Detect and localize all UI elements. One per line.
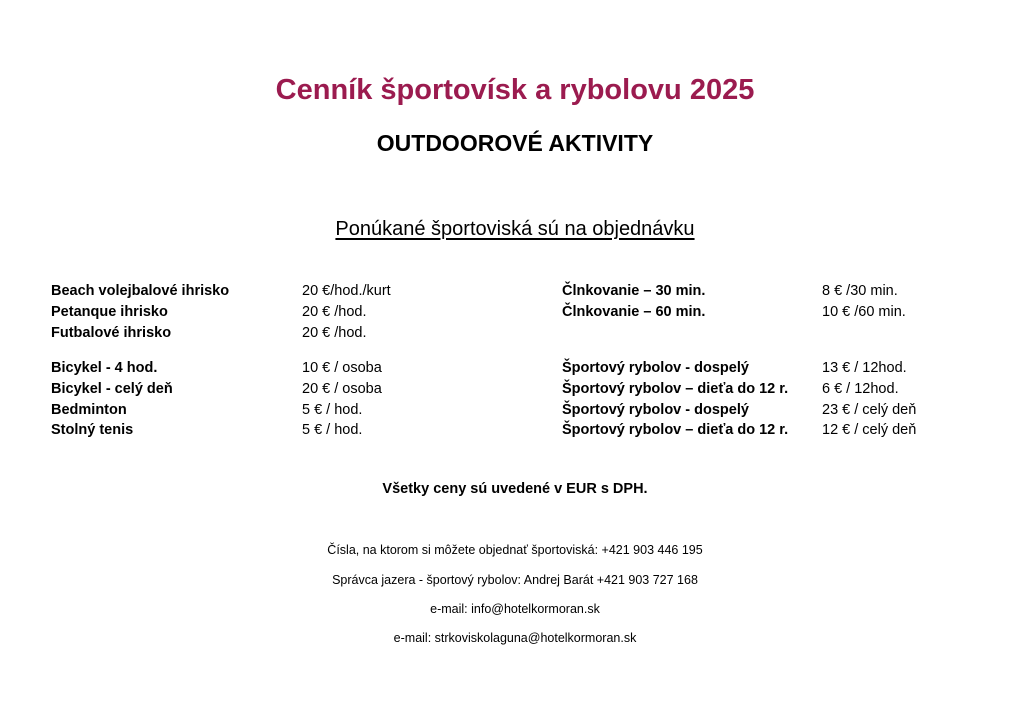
item-name: Petanque ihrisko [51,303,168,320]
item-price: 20 € /hod. [302,324,367,341]
right-prices-column [822,281,916,441]
vat-note: Všetky ceny sú uvedené v EUR s DPH. [382,481,648,497]
item-name: Bicykel - celý deň [51,380,173,397]
item-name: Beach volejbalové ihrisko [51,283,230,299]
item-price: 5 € / hod. [302,401,363,418]
item-price: 12 € / celý deň [822,422,917,439]
manager-line: Správca jazera - športový rybolov: Andrej Barát +421 903 727 168 [332,573,698,587]
item-price: 5 € / hod. [302,422,363,439]
item-name: Športový rybolov - dospelý [562,401,749,418]
page-title: Cenník športovísk a rybolovu 2025 [275,74,755,106]
left-prices-column [302,281,391,441]
item-name: Futbalové ihrisko [51,324,172,341]
item-price: 8 € /30 min. [822,283,898,299]
page-subtitle: OUTDOOROVÉ AKTIVITY [376,130,654,156]
phone-line: Čísla, na ktorom si môžete objednať športoviská: +421 903 446 195 [327,543,703,557]
email-info[interactable]: e-mail: info@hotelkormoran.sk [430,602,600,616]
item-price: 20 €/hod./kurt [302,283,391,299]
item-price: 6 € / 12hod. [822,380,899,397]
item-name: Stolný tenis [51,422,134,439]
item-name: Člnkovanie – 60 min. [562,303,706,320]
item-name: Člnkovanie – 30 min. [562,283,706,299]
item-price: 10 € / osoba [302,359,382,376]
item-price: 20 € / osoba [302,380,382,397]
item-name: Bicykel - 4 hod. [51,359,158,376]
item-price: 13 € / 12hod. [822,359,907,376]
item-name: Športový rybolov - dospelý [562,359,749,376]
item-price: 20 € /hod. [302,303,367,320]
left-names-column [51,281,229,441]
email-laguna[interactable]: e-mail: strkoviskolaguna@hotelkormoran.sk [393,631,637,645]
section-heading [0,218,1030,241]
item-name: Športový rybolov – dieťa do 12 r. [562,422,789,439]
right-names-column [562,281,788,441]
item-name: Bedminton [51,401,127,418]
item-price: 23 € / celý deň [822,401,917,418]
item-name: Športový rybolov – dieťa do 12 r. [562,380,789,397]
section-heading-text: Ponúkané športoviská sú na objednávku [335,218,695,240]
item-price: 10 € /60 min. [822,303,906,320]
